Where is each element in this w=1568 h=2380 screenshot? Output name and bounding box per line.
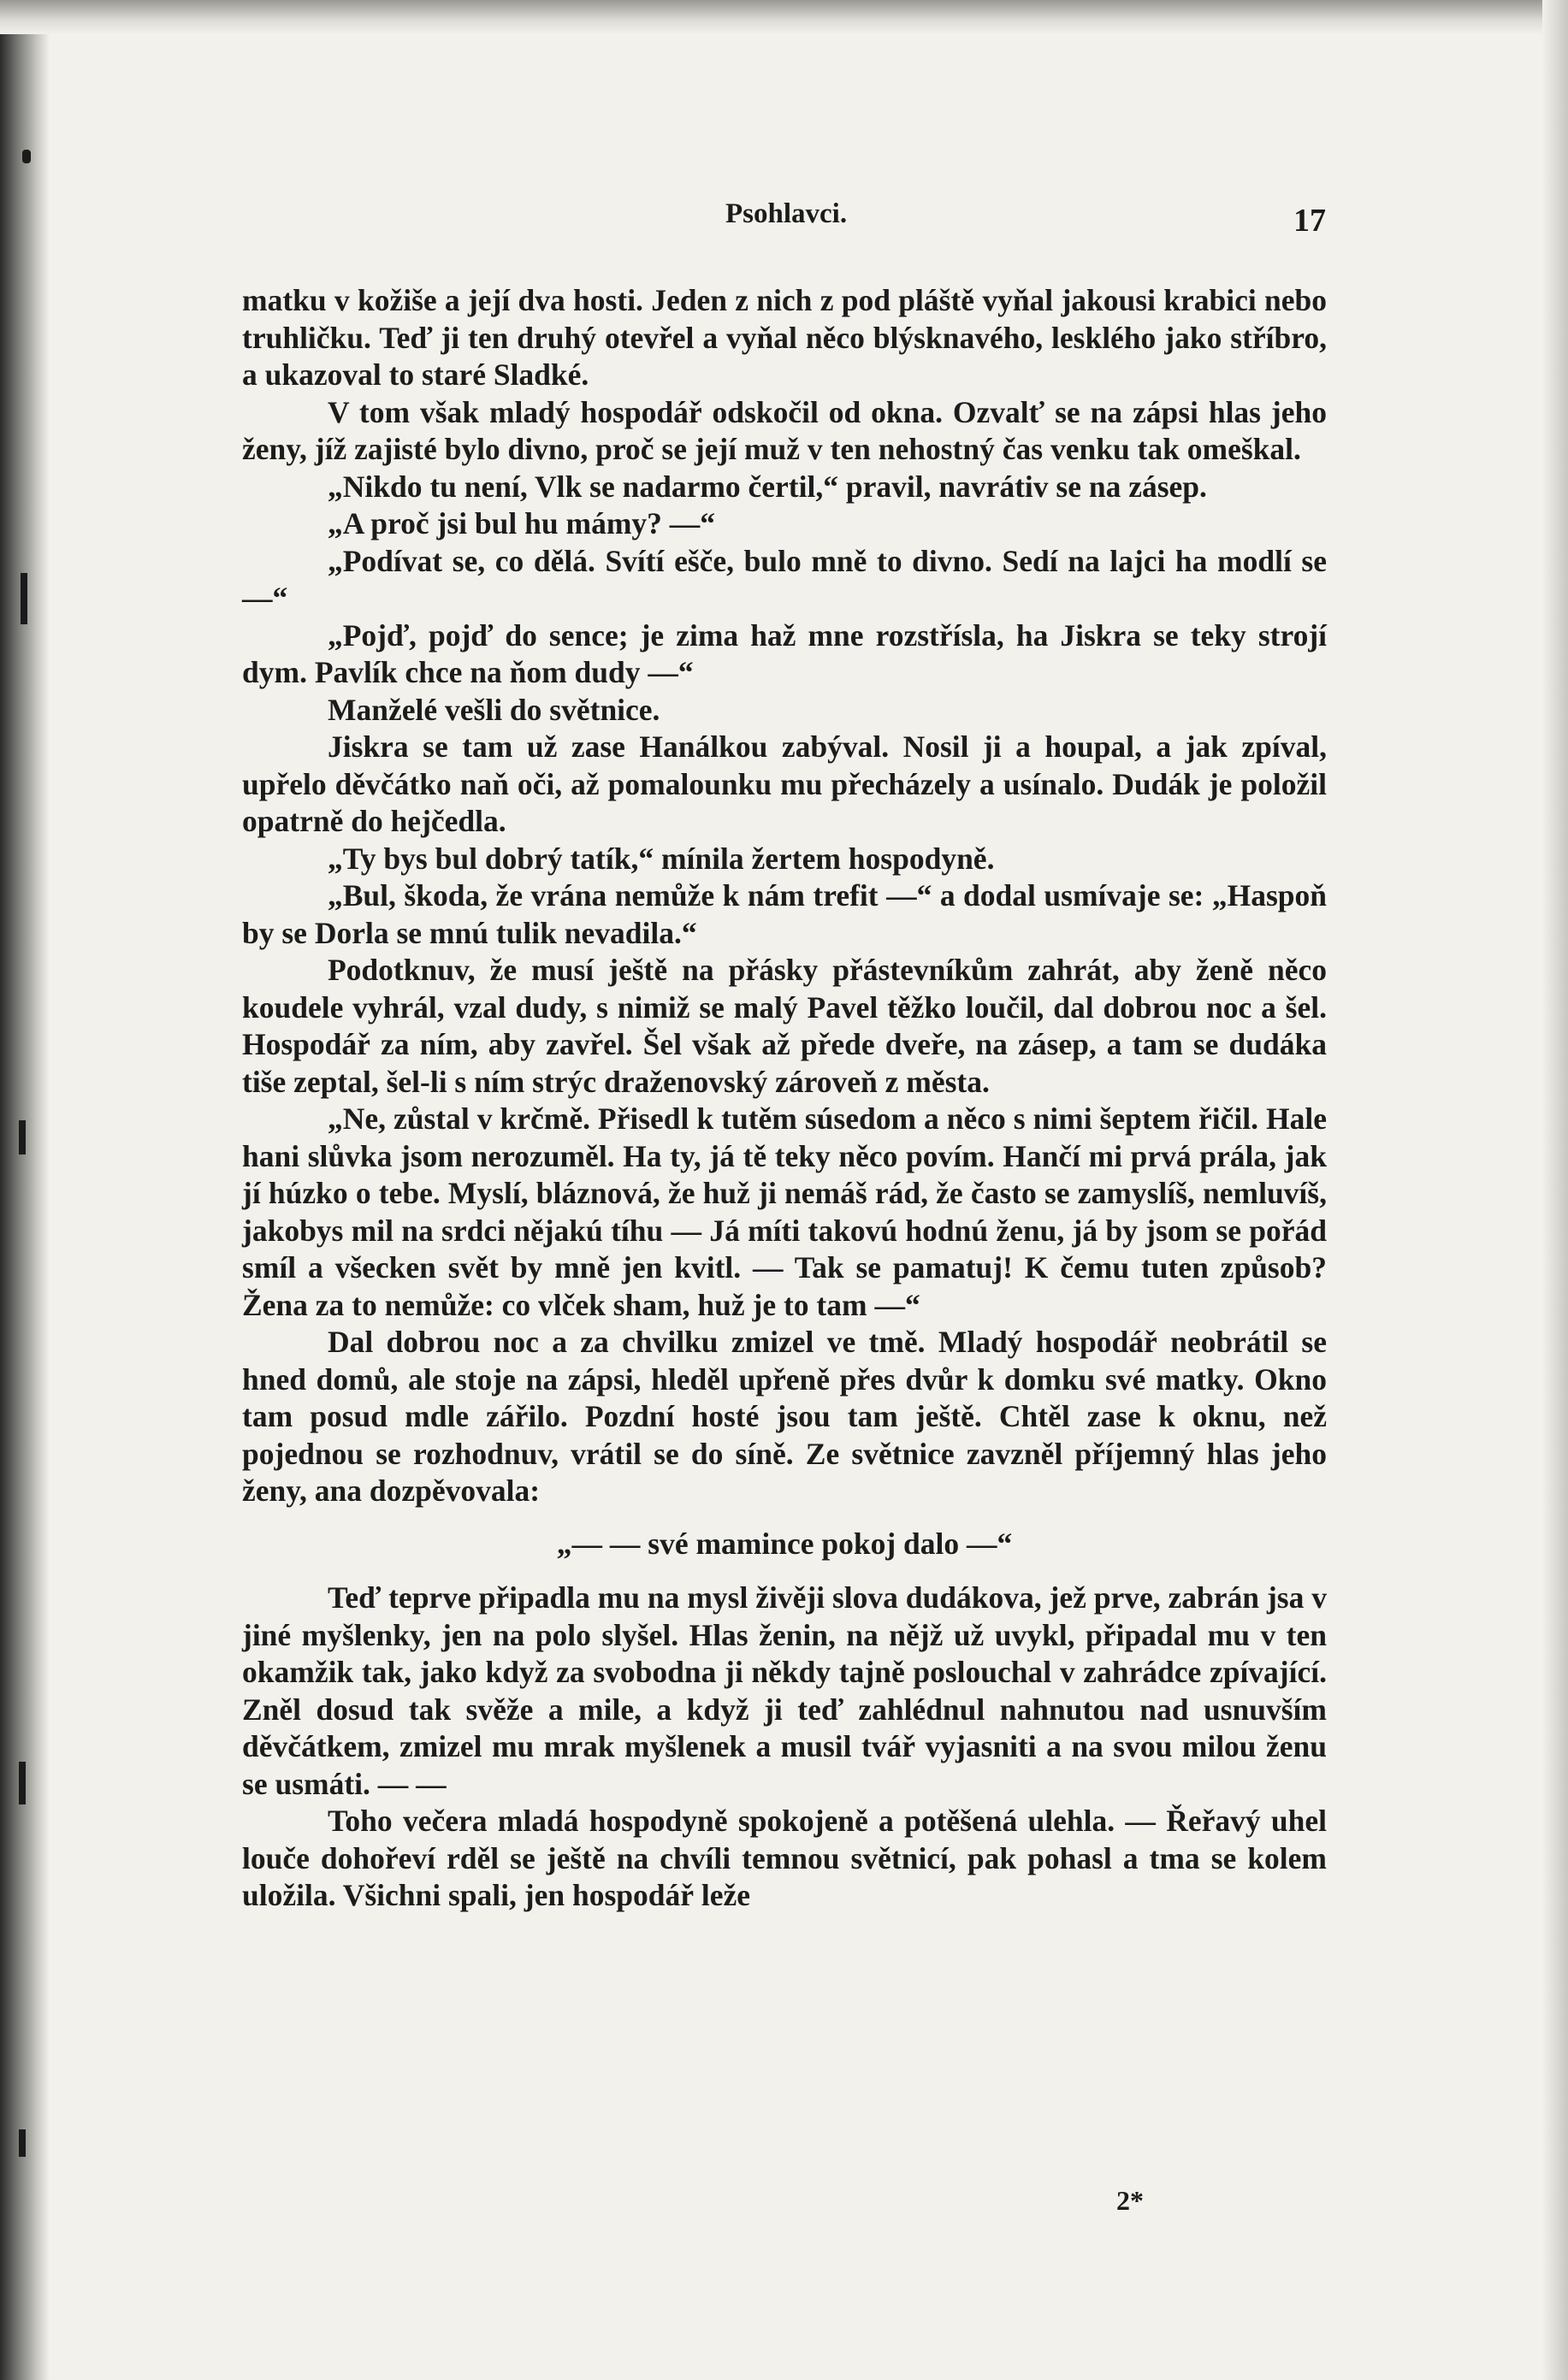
page-number: 17	[1293, 203, 1326, 239]
paragraph: Manželé vešli do světnice.	[328, 692, 660, 727]
page-header	[0, 198, 1568, 250]
running-head: Psohlavci.	[725, 198, 848, 229]
binding-mark	[19, 1120, 26, 1155]
paragraph: Dal dobrou noc a za chvilku zmizel ve tmě. Mladý hospodář neobrátil se hned domů, ale stoje na zápsi, hleděl upřeně přes dvůr k domku své matky. Okno tam posud mdle zářilo. Pozdní hosté jsou tam ještě. Chtěl zase k oknu, než pojednou se rozhodnuv, vrátil se do síně. Ze světnice zavzněl příjemný hlas jeho ženy, ana dozpěvovala:	[242, 1325, 1327, 1508]
paragraph: Toho večera mladá hospodyně spokojeně a potěšená ulehla. — Řeřavý uhel louče dohořeví rděl se ještě na chvíli temnou světnicí, pak pohasl a tma se kolem uložila. Všichni spali, jen hospodář leže	[242, 1804, 1327, 1912]
binding-mark	[21, 573, 27, 624]
paragraph: Jiskra se tam už zase Hanálkou zabýval. Nosil ji a houpal, a jak zpíval, upřelo děvčátko naň oči, až pomalounku mu přecházely a usínalo. Dudák je položil opatrně do hejčedla.	[242, 729, 1327, 838]
paragraph: „Bul, škoda, že vrána nemůže k nám trefit —“ a dodal usmívaje se: „Haspoň by se Dorla se mnú tulik nevadila.“	[242, 878, 1327, 950]
paragraph: „Pojď, pojď do sence; je zima haž mne rozstřísla, ha Jiskra se teky strojí dym. Pavlík chce na ňom dudy —“	[242, 617, 1327, 689]
page-top-shadow	[0, 0, 1568, 34]
paragraph: V tom však mladý hospodář odskočil od okna. Ozvalť se na zápsi hlas jeho ženy, jíž zajisté bylo divno, proč se její muž v ten nehostný čas venku tak omeškal.	[242, 394, 1327, 466]
body-text	[242, 282, 1327, 1915]
page-right-shadow	[1542, 0, 1568, 2380]
paragraph: „Ne, zůstal v krčmě. Přisedl k tutěm súsedom a něco s nimi šeptem řičil. Hale hani slůvka jsom nerozuměl. Ha ty, já tě teky něco povím. Hančí mi prvá prála, jak jí húzko o tebe. Myslí, bláznová, že huž ji nemáš rád, že často se zamyslíš, nemluvíš, jakobys mil na srdci nějakú tíhu — Já míti takovú hodnú ženu, já by jsom se pořád smíl a všecken svět by mně jen kvitl. — Tak se pamatuj! K čemu tuten způsob? Žena za to nemůže: co vlček sham, huž je to tam —“	[242, 1101, 1327, 1322]
page-left-shadow	[0, 0, 50, 2380]
paragraph: Teď teprve připadla mu na mysl živěji slova dudákova, jež prve, zabrán jsa v jiné myšlenky, jen na polo slyšel. Hlas ženin, na nějž už uvykl, připadal mu v ten okamžik tak, jako když za svobodna ji někdy tajně poslouchal v zahrádce zpívající. Zněl dosud tak svěže a mile, a když ji teď zahlédnul nahnutou nad usnuvším děvčátkem, zmizel mu mrak myšlenek a musil tvář vyjasniti a na svou milou ženu se usmáti. — —	[242, 1580, 1327, 1801]
binding-mark	[22, 150, 31, 163]
paragraph: „Ty bys bul dobrý tatík,“ mínila žertem hospodyně.	[328, 841, 995, 876]
binding-mark	[19, 1762, 26, 1804]
paragraph: „A proč jsi bul hu mámy? —“	[328, 506, 716, 540]
song-line: „— — své mamince pokoj dalo —“	[556, 1526, 1013, 1561]
signature-mark: 2*	[1116, 2185, 1144, 2216]
paragraph: „Podívat se, co dělá. Svítí ešče, bulo mně to divno. Sedí na lajci ha modlí se —“	[242, 543, 1327, 615]
binding-mark	[19, 2129, 26, 2157]
paragraph: Podotknuv, že musí ještě na přásky přástevníkům zahrát, aby ženě něco koudele vyhrál, vzal dudy, s nimiž se malý Pavel těžko loučil, dal dobrou noc a šel. Hospodář za ním, aby zavřel. Šel však až přede dveře, na zásep, a tam se dudáka tiše zeptal, šel-li s ním strýc draženovský zároveň z města.	[242, 953, 1327, 1099]
paragraph: „Nikdo tu není, Vlk se nadarmo čertil,“ pravil, navrátiv se na zásep.	[328, 469, 1207, 504]
paragraph: matku v kožiše a její dva hosti. Jeden z nich z pod pláště vyňal jakousi krabici nebo truhličku. Teď ji ten druhý otevřel a vyňal něco blýsknavého, lesklého jako stříbro, a ukazoval to staré Sladké.	[242, 283, 1327, 392]
